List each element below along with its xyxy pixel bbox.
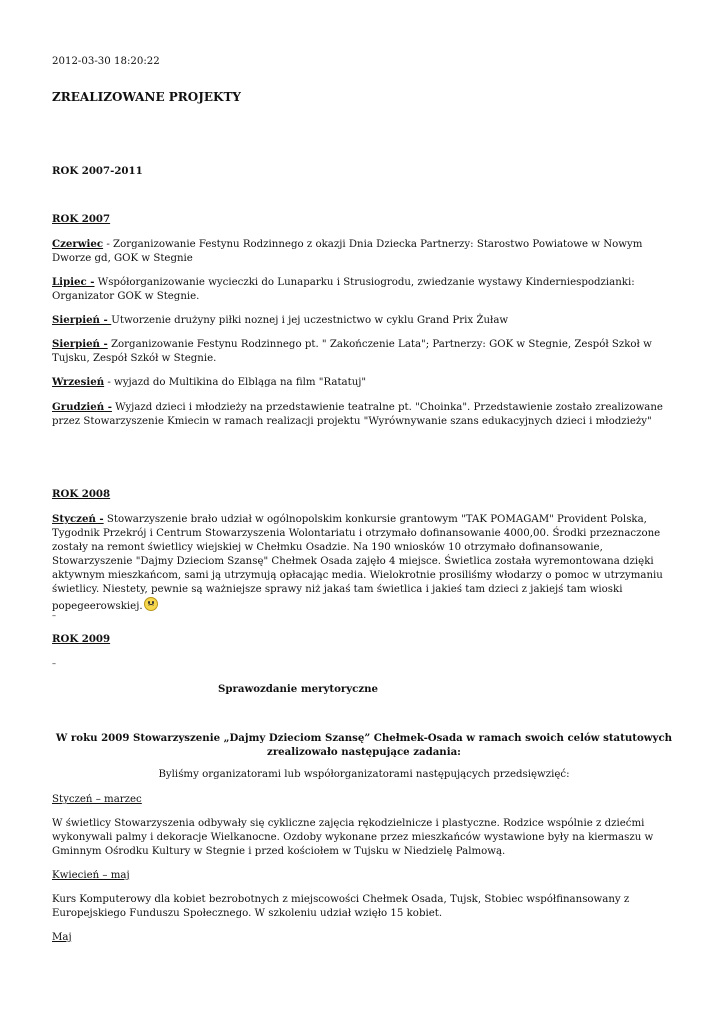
- entry-text: Współorganizowanie wycieczki do Lunaparku i Strusiogrodu, zwiedzanie wystawy Kinderniespodzianki: Organizator GOK w Stegnie.: [52, 277, 635, 302]
- entry-2007-lipiec: [52, 275, 676, 304]
- entry-text: Wyjazd dzieci i młodzieży na przedstawienie teatralne pt. "Choinka". Przedstawienie zostało zrealizowane przez Stowarzyszenie Kmiecin w ramach realizacji projektu "Wyrównywanie szans edukacyjnych dzieci i młodzieży": [52, 402, 663, 427]
- entry-month: Czerwiec: [52, 238, 104, 250]
- entry-month: Wrzesień: [52, 376, 105, 388]
- entry-2007-sierpien-2: [52, 337, 676, 366]
- period-heading: Maj: [52, 932, 72, 943]
- entry-2007-czerwiec: [52, 237, 676, 266]
- page-title: ZREALIZOWANE PROJEKTY: [52, 90, 241, 104]
- entry-text: - wyjazd do Multikina do Elbląga na film "Ratatuj": [104, 377, 367, 388]
- entry-month: Grudzień -: [52, 401, 112, 413]
- entry-text: - Zorganizowanie Festynu Rodzinnego z okazji Dnia Dziecka Partnerzy: Starostwo Powiatowe w Nowym Dworze gd, GOK w Stegnie: [52, 239, 643, 264]
- period-heading: Kwiecień – maj: [52, 870, 130, 881]
- entry-text: Utworzenie drużyny piłki noznej i jej uczestnictwo w cyklu Grand Prix Żuław: [111, 315, 509, 326]
- entry-2008-styczen: [52, 512, 676, 614]
- year-2008-heading: ROK 2008: [52, 488, 111, 500]
- timestamp: 2012-03-30 18:20:22: [52, 56, 160, 67]
- sad-face-icon: [144, 597, 158, 611]
- years-range-heading: ROK 2007-2011: [52, 165, 143, 177]
- entry-text: Zorganizowanie Festynu Rodzinnego pt. " Zakończenie Lata"; Partnerzy: GOK w Stegnie, Zespół Szkoł w Tujsku, Zespół Szkół w Stegnie.: [52, 339, 652, 364]
- spacer-mark: –: [52, 611, 56, 620]
- entry-month: Lipiec -: [52, 276, 95, 288]
- year-2007-heading: ROK 2007: [52, 213, 111, 225]
- spacer-mark: –: [52, 659, 56, 668]
- report-intro: W roku 2009 Stowarzyszenie „Dajmy Dzieciom Szansę” Chełmek-Osada w ramach swoich celów statutowych zrealizowało następujące zadania:: [55, 732, 673, 758]
- entry-text: Stowarzyszenie brało udział w ogólnopolskim konkursie grantowym "TAK POMAGAM" Provident Polska, Tygodnik Przekrój i Centrum Stowarzyszenia Wolontariatu i otrzymało dofinansowanie 4000,00. Środki przeznaczone zostały na remont świetlicy wiejskiej w Chełmku Osadzie. Na 190 wniosków 10 otrzymało dofinansowanie, Stowarzyszenie "Dajmy Dzieciom Szansę" Chełmek Osada zajęło 4 miejsce. Świetlica została wyremontowana dzięki aktywnym mieszkańcom, sami ją utrzymują opłacając media. Wielokrotnie prosiliśmy włodarzy o pomoc w utrzymaniu świetlicy. Niestety, pewnie są ważniejsze sprawy niż jakaś tam świetlica i jakieś tam dzieci z jakiejś tam wioski popegeerowskiej.: [52, 514, 663, 612]
- report-subintro: Byliśmy organizatorami lub współorganizatorami następujących przedsięwzięć:: [158, 769, 570, 780]
- entry-month: Styczeń -: [52, 513, 104, 525]
- period-text: W świetlicy Stowarzyszenia odbywały się cykliczne zajęcia rękodzielnicze i plastyczne. Rodzice wspólnie z dziećmi wykonywali palmy i dekoracje Wielkanocne. Ozdoby wykonane przez mieszkańców wystawione były na kiermaszu w Gminnym Ośrodku Kultury w Stegnie i przed kościołem w Tujsku w Niedzielę Palmową.: [52, 818, 654, 857]
- entry-month: Sierpień -: [52, 314, 112, 326]
- report-title: Sprawozdanie merytoryczne: [218, 683, 379, 695]
- year-2009-heading: ROK 2009: [52, 633, 111, 645]
- entry-month: Sierpień -: [52, 338, 108, 350]
- entry-2007-sierpien-1: [52, 313, 676, 328]
- entry-2007-wrzesien: [52, 375, 676, 390]
- entry-2007-grudzien: [52, 400, 676, 429]
- period-heading: Styczeń – marzec: [52, 794, 142, 805]
- period-text: Kurs Komputerowy dla kobiet bezrobotnych z miejscowości Chełmek Osada, Tujsk, Stobiec współfinansowany z Europejskiego Funduszu Społecznego. W szkoleniu udział wzięło 15 kobiet.: [52, 894, 630, 919]
